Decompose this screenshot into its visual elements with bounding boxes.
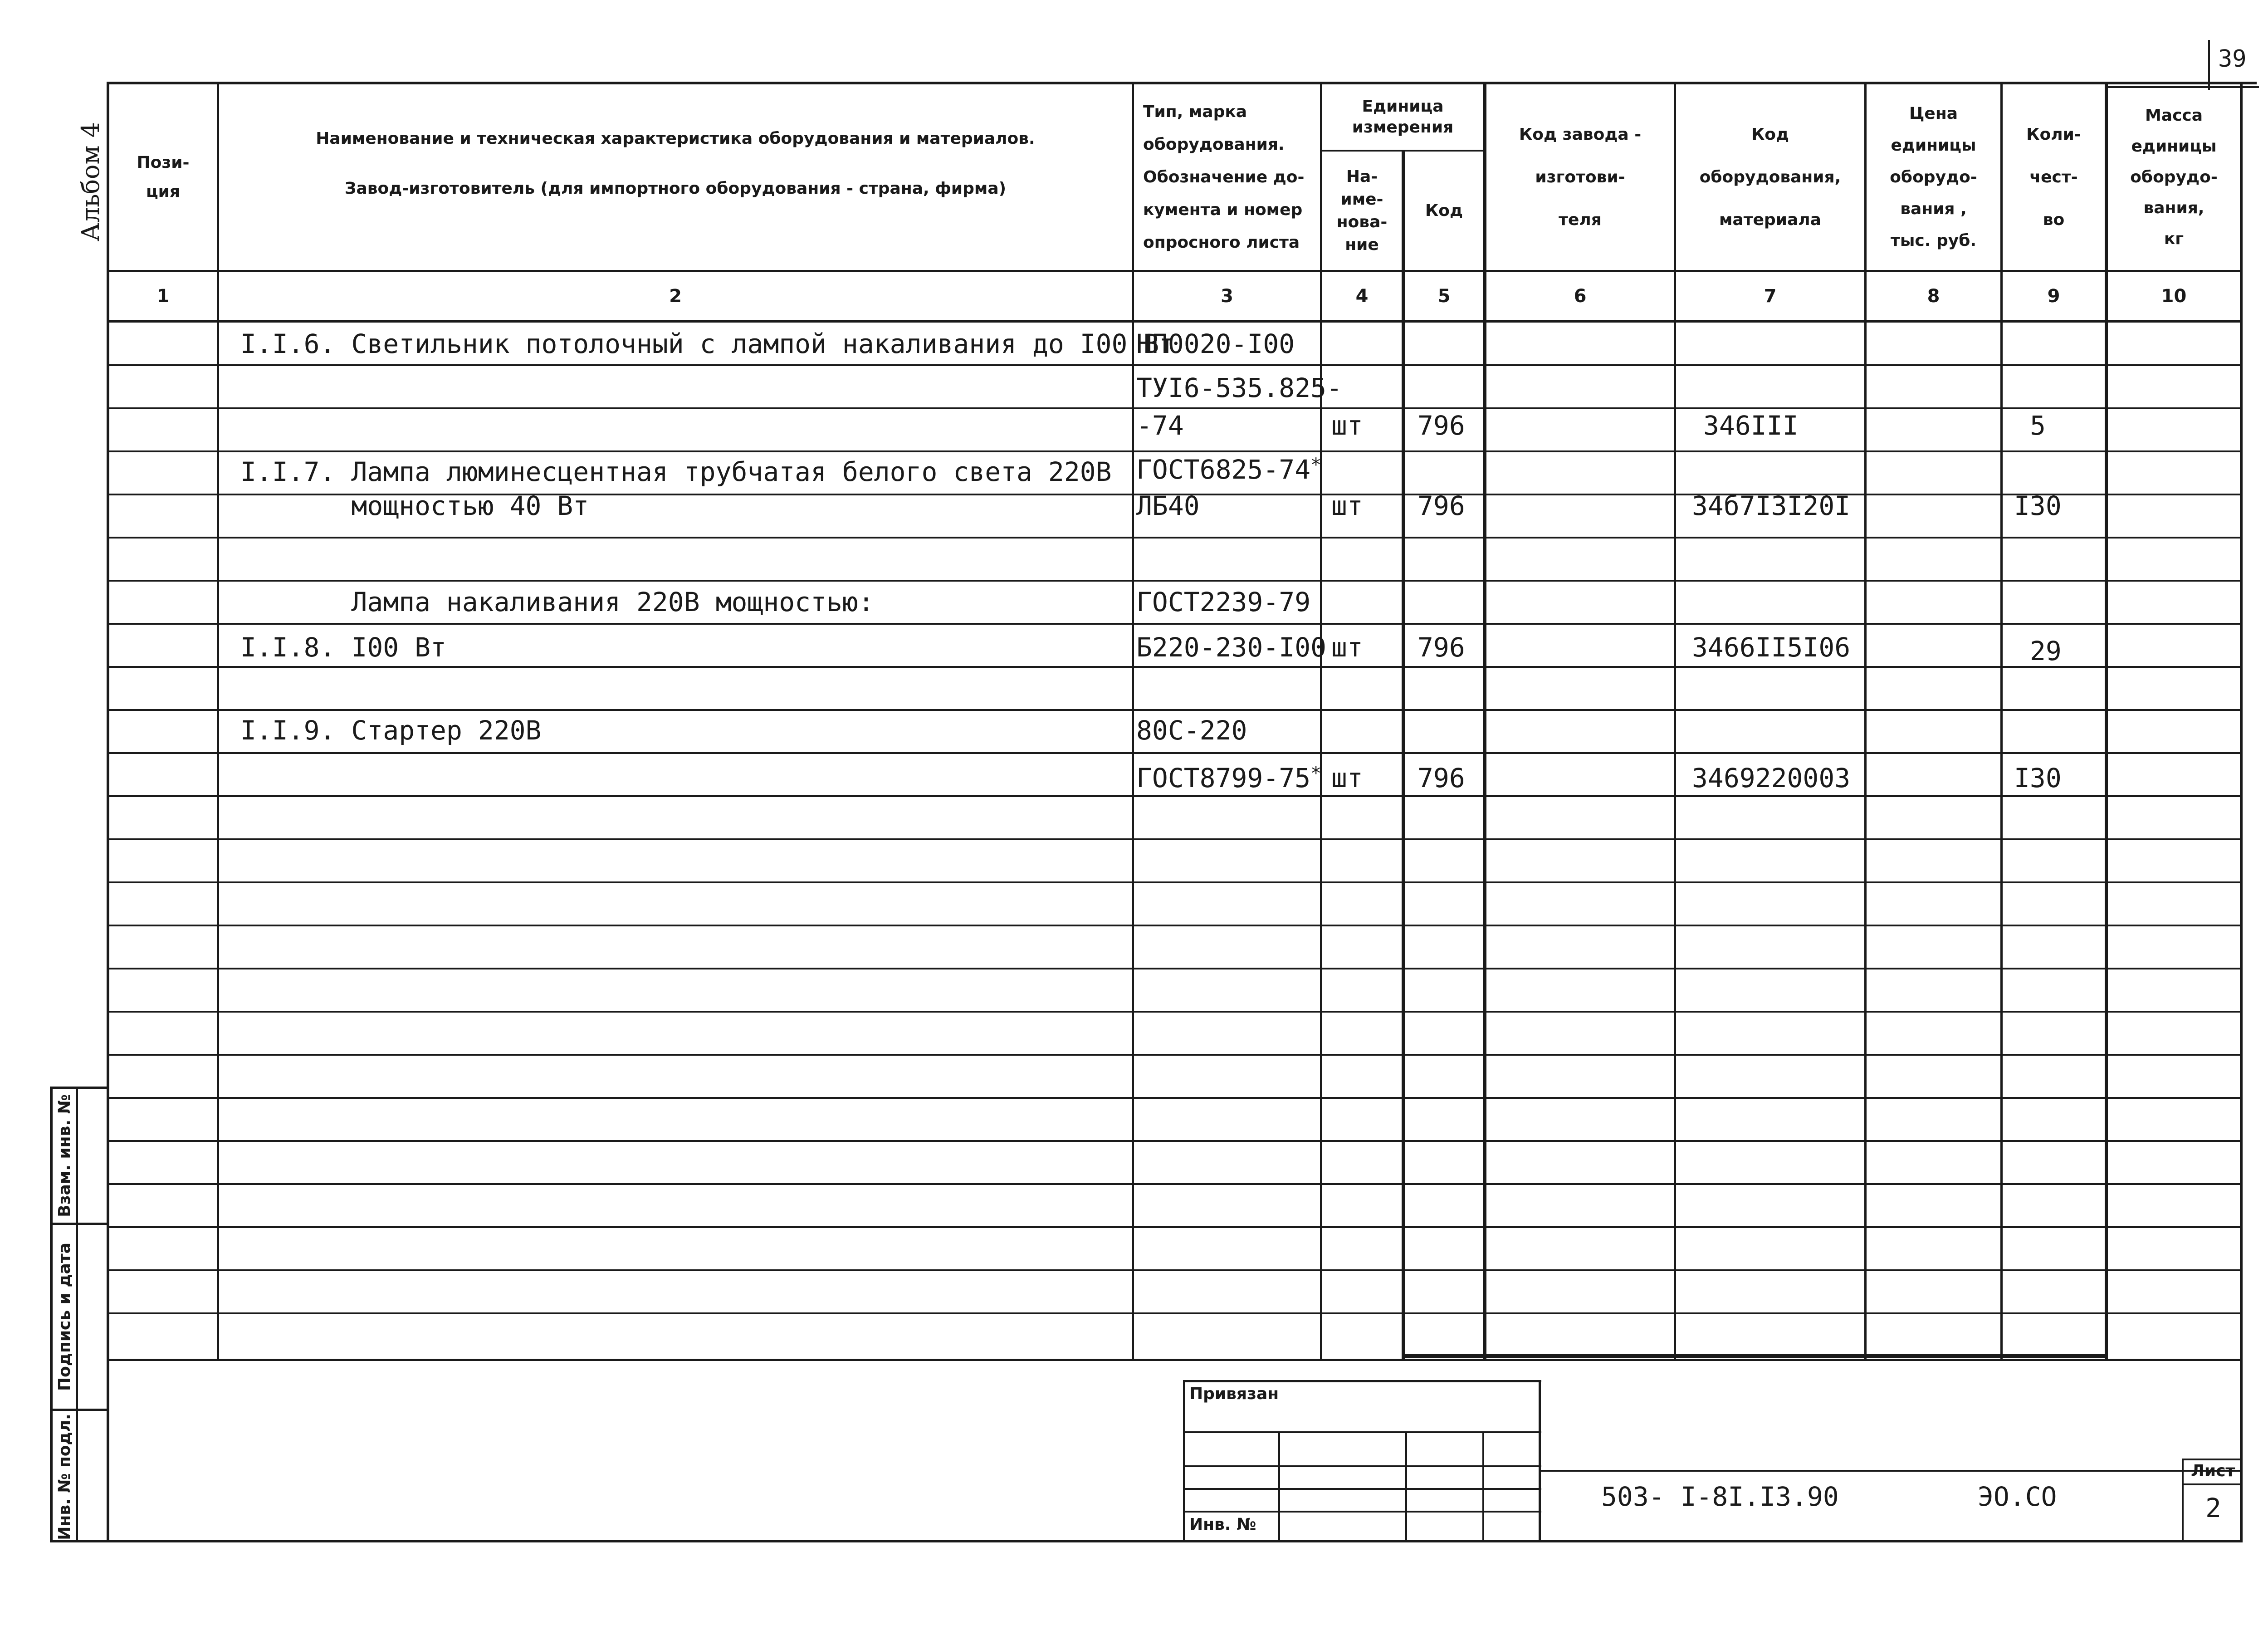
header-mass: Масса единицы оборудо- вания, кг <box>2130 106 2218 248</box>
column-number: 5 <box>1437 285 1451 307</box>
item-name: Лампа накаливания 220В мощностью: <box>240 587 874 617</box>
item-name: I.I.7. Лампа люминесцентная трубчатая белого света 220В <box>240 456 1112 487</box>
item-unit: шт <box>1331 490 1363 521</box>
stamp-inv-label: Инв. № <box>1189 1515 1256 1534</box>
item-name: мощностью 40 Вт <box>240 490 589 521</box>
item-material-code: 34б7I3I20I <box>1692 490 1851 521</box>
header-name: Наименование и техническая характеристика оборудования и материалов. Завод-изготовитель (для импортного оборудования - страна, фирма) <box>316 129 1035 198</box>
item-type: ГОСТ2239-79 <box>1136 587 1311 617</box>
item-unit: шт <box>1331 632 1363 663</box>
column-number: 2 <box>669 285 682 307</box>
item-unit-code: 796 <box>1418 410 1465 441</box>
header-unit-group: Единица измерения <box>1352 97 1454 137</box>
item-type: ГОСТ8799-75* <box>1136 763 1322 793</box>
column-number: 10 <box>2161 285 2187 307</box>
column-number: 3 <box>1221 285 1233 307</box>
sheet-number: 2 <box>2205 1493 2221 1523</box>
item-type: НП0020-I00 <box>1136 328 1295 359</box>
column-number: 4 <box>1355 285 1369 307</box>
column-number: 9 <box>2047 285 2060 307</box>
header-position: Пози- ция <box>137 153 190 201</box>
stamp-bound-label: Привязан <box>1189 1385 1279 1403</box>
item-unit: шт <box>1331 763 1363 793</box>
header-maker-code: Код завода - изготови- теля <box>1519 125 1642 229</box>
item-name: I.I.6. Светильник потолочный с лампой накаливания до I00 Вт <box>240 328 1175 359</box>
header-price: Цена единицы оборудо- вания , тыс. руб. <box>1890 104 1977 250</box>
column-number: 7 <box>1764 285 1777 307</box>
column-number: 6 <box>1574 285 1587 307</box>
item-type: ГОСТ6825-74* <box>1136 454 1322 485</box>
stamp-replacement-inv: Взам. инв. № <box>55 1094 74 1217</box>
stamp-original-inv: Инв. № подл. <box>55 1413 74 1540</box>
item-type: 80С-220 <box>1136 715 1247 746</box>
item-material-code: 3466II5I06 <box>1692 632 1851 663</box>
item-quantity: I30 <box>2014 490 2062 521</box>
column-number: 8 <box>1927 285 1940 307</box>
item-material-code: 346III <box>1703 410 1799 441</box>
header-material-code: Код оборудования, материала <box>1699 125 1841 229</box>
item-material-code: 3469220003 <box>1692 763 1851 793</box>
album-label: Альбом 4 <box>76 122 105 241</box>
item-type: ТУI6-535.825- <box>1136 372 1342 403</box>
sheet-label: Лист <box>2191 1462 2235 1480</box>
item-quantity: 5 <box>2030 410 2046 441</box>
item-unit-code: 796 <box>1418 632 1465 663</box>
header-unit-name: На- име- нова- ние <box>1336 167 1388 254</box>
item-quantity: 29 <box>2030 636 2062 666</box>
item-type: Б220-230-I00 <box>1136 632 1327 663</box>
document-code: 503- I-8I.I3.90 <box>1601 1481 1839 1512</box>
item-type: ЛБ40 <box>1136 490 1200 521</box>
item-unit: шт <box>1331 410 1363 441</box>
document-suffix: ЭО.СО <box>1978 1481 2057 1512</box>
item-unit-code: 796 <box>1418 763 1465 793</box>
header-unit-code: Код <box>1425 201 1463 220</box>
stamp-signature-date: Подпись и дата <box>55 1243 74 1391</box>
header-quantity: Коли- чест- во <box>2026 125 2081 229</box>
header-type: Тип, марка оборудования. Обозначение до- кумента и номер опросного листа <box>1143 102 1305 252</box>
item-name: I.I.9. Стартер 220В <box>240 715 542 746</box>
page-number: 39 <box>2218 45 2247 73</box>
column-number: 1 <box>156 285 170 307</box>
item-name: I.I.8. I00 Вт <box>240 632 446 663</box>
item-unit-code: 796 <box>1418 490 1465 521</box>
item-type: -74 <box>1136 410 1184 441</box>
item-quantity: I30 <box>2014 763 2062 793</box>
